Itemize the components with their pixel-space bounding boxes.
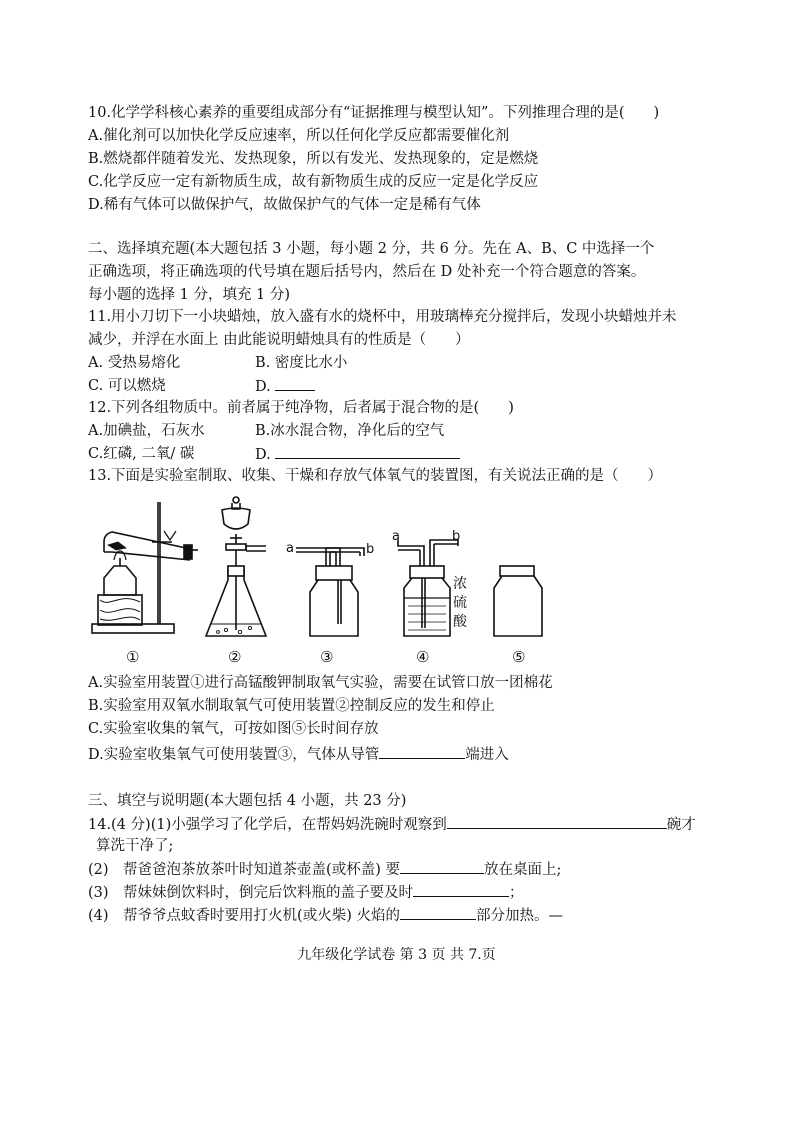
q11-option-b: B. 密度比水小 (255, 355, 348, 371)
q14-part1-text: 14.(4 分)(1)小强学习了化学后，在帮妈妈洗碗时观察到 (88, 817, 447, 833)
apparatus-4-port-a-label: a (392, 529, 400, 544)
apparatus-label-4: ④ (416, 648, 430, 666)
q10-option-b: B.燃烧都伴随着发光、发热现象，所以有发光、发热现象的，定是燃烧 (88, 151, 539, 167)
q11-stem-line1: 11.用小刀切下一小块蜡烛，放入盛有水的烧杯中，用玻璃棒充分搅拌后，发现小块蜡烛并未 (88, 309, 677, 325)
q14-part2-blank[interactable] (400, 859, 484, 874)
q10-option-d: D.稀有气体可以做保护气，故做保护气的气体一定是稀有气体 (88, 197, 481, 213)
q14-part4-suffix: 部分加热。— (475, 908, 563, 924)
q14-part3-text: (3) 帮妹妹倒饮料时，倒完后饮料瓶的盖子要及时 (88, 885, 414, 901)
page-footer: 九年级化学试卷 第 3 页 共 7.页 (297, 947, 496, 963)
q14-line2: 算洗干净了; (96, 838, 174, 854)
apparatus-label-2: ② (228, 648, 242, 666)
section3-heading: 三、填空与说明题(本大题包括 4 小题，共 23 分) (88, 793, 407, 809)
apparatus-label-5: ⑤ (512, 648, 526, 666)
q14-part2-text: (2) 帮爸爸泡茶放茶叶时知道茶壶盖(或杯盖) 要 (88, 862, 400, 878)
q14-part1-blank[interactable] (447, 814, 667, 829)
q13-option-d-suffix: 端进入 (465, 747, 509, 763)
apparatus-3-gas-bottle (296, 548, 364, 636)
apparatus-1-heating-setup (92, 502, 198, 633)
q14-line1 (88, 814, 696, 835)
acid-label-char-3: 酸 (453, 614, 467, 630)
q13-answer-blank[interactable] (379, 744, 465, 759)
q10-option-a: A.催化剂可以加快化学反应速率，所以任何化学反应都需要催化剂 (88, 128, 510, 144)
q11-option-d-label: D. (255, 379, 271, 395)
acid-label-char-2: 硫 (453, 595, 467, 611)
q11-stem-line2: 减少，并浮在水面上 由此能说明蜡烛具有的性质是（ ） (88, 332, 470, 348)
apparatus-4-port-b-label: b (452, 529, 461, 544)
apparatus-label-1: ① (126, 648, 140, 666)
q12-option-d-label: D. (255, 447, 271, 463)
q14-part1-suffix: 碗才 (666, 817, 696, 833)
q11-option-c: C. 可以燃烧 (88, 378, 166, 394)
section2-heading-line3: 每小题的选择 1 分，填充 1 分) (88, 287, 291, 303)
apparatus-3-port-b-label: b (366, 542, 375, 557)
q11-option-a: A. 受热易熔化 (88, 355, 181, 371)
q14-part3 (88, 882, 524, 903)
apparatus-label-3: ③ (320, 648, 334, 666)
q14-part4 (88, 905, 563, 926)
q12-option-c: C.红磷, 二氧/ 碳 (88, 446, 195, 462)
q14-part4-text: (4) 帮爷爷点蚊香时要用打火机(或火柴) 火焰的 (88, 908, 400, 924)
apparatus-5-storage-bottle (494, 566, 542, 636)
q14-part4-blank[interactable] (400, 905, 476, 920)
q14-part3-suffix: ； (509, 885, 524, 901)
apparatus-3-port-a-label: a (286, 541, 294, 556)
q13-option-c: C.实验室收集的氧气，可按如图⑤长时间存放 (88, 721, 379, 737)
q13-option-a: A.实验室用装置①进行高锰酸钾制取氧气实验，需要在试管口放一团棉花 (88, 675, 553, 691)
q13-option-b: B.实验室用双氧水制取氧气可使用装置②控制反应的发生和停止 (88, 698, 495, 714)
q13-stem: 13.下面是实验室制取、收集、干燥和存放气体氧气的装置图，有关说法正确的是（ ） (88, 468, 663, 484)
section2-heading-line1: 二、选择填充题(本大题包括 3 小题，每小题 2 分，共 6 分。先在 A、B、C 中选择一个 (88, 241, 655, 257)
acid-label-char-1: 浓 (453, 576, 467, 592)
apparatus-2-flask-with-funnel (206, 497, 266, 636)
q14-part2-suffix: 放在桌面上; (483, 862, 562, 878)
q13-option-d (88, 744, 509, 765)
q14-part2 (88, 859, 561, 880)
q13-option-d-text: D.实验室收集氧气可使用装置③，气体从导管 (88, 747, 380, 763)
apparatus-4-acid-bottle (398, 540, 458, 636)
q12-option-b: B.冰水混合物，净化后的空气 (255, 423, 445, 439)
q10-option-c: C.化学反应一定有新物质生成，故有新物质生成的反应一定是化学反应 (88, 174, 539, 190)
q10-stem: 10.化学学科核心素养的重要组成部分有“证据推理与模型认知”。下列推理合理的是( ) (88, 105, 660, 121)
q12-option-a: A.加碘盐，石灰水 (88, 423, 205, 439)
q14-part3-blank[interactable] (413, 882, 509, 897)
section2-heading-line2: 正确选项，将正确选项的代号填在题后括号内，然后在 D 处补充一个符合题意的答案。 (88, 264, 646, 280)
q12-stem: 12.下列各组物质中。前者属于纯净物，后者属于混合物的是( ) (88, 400, 514, 416)
